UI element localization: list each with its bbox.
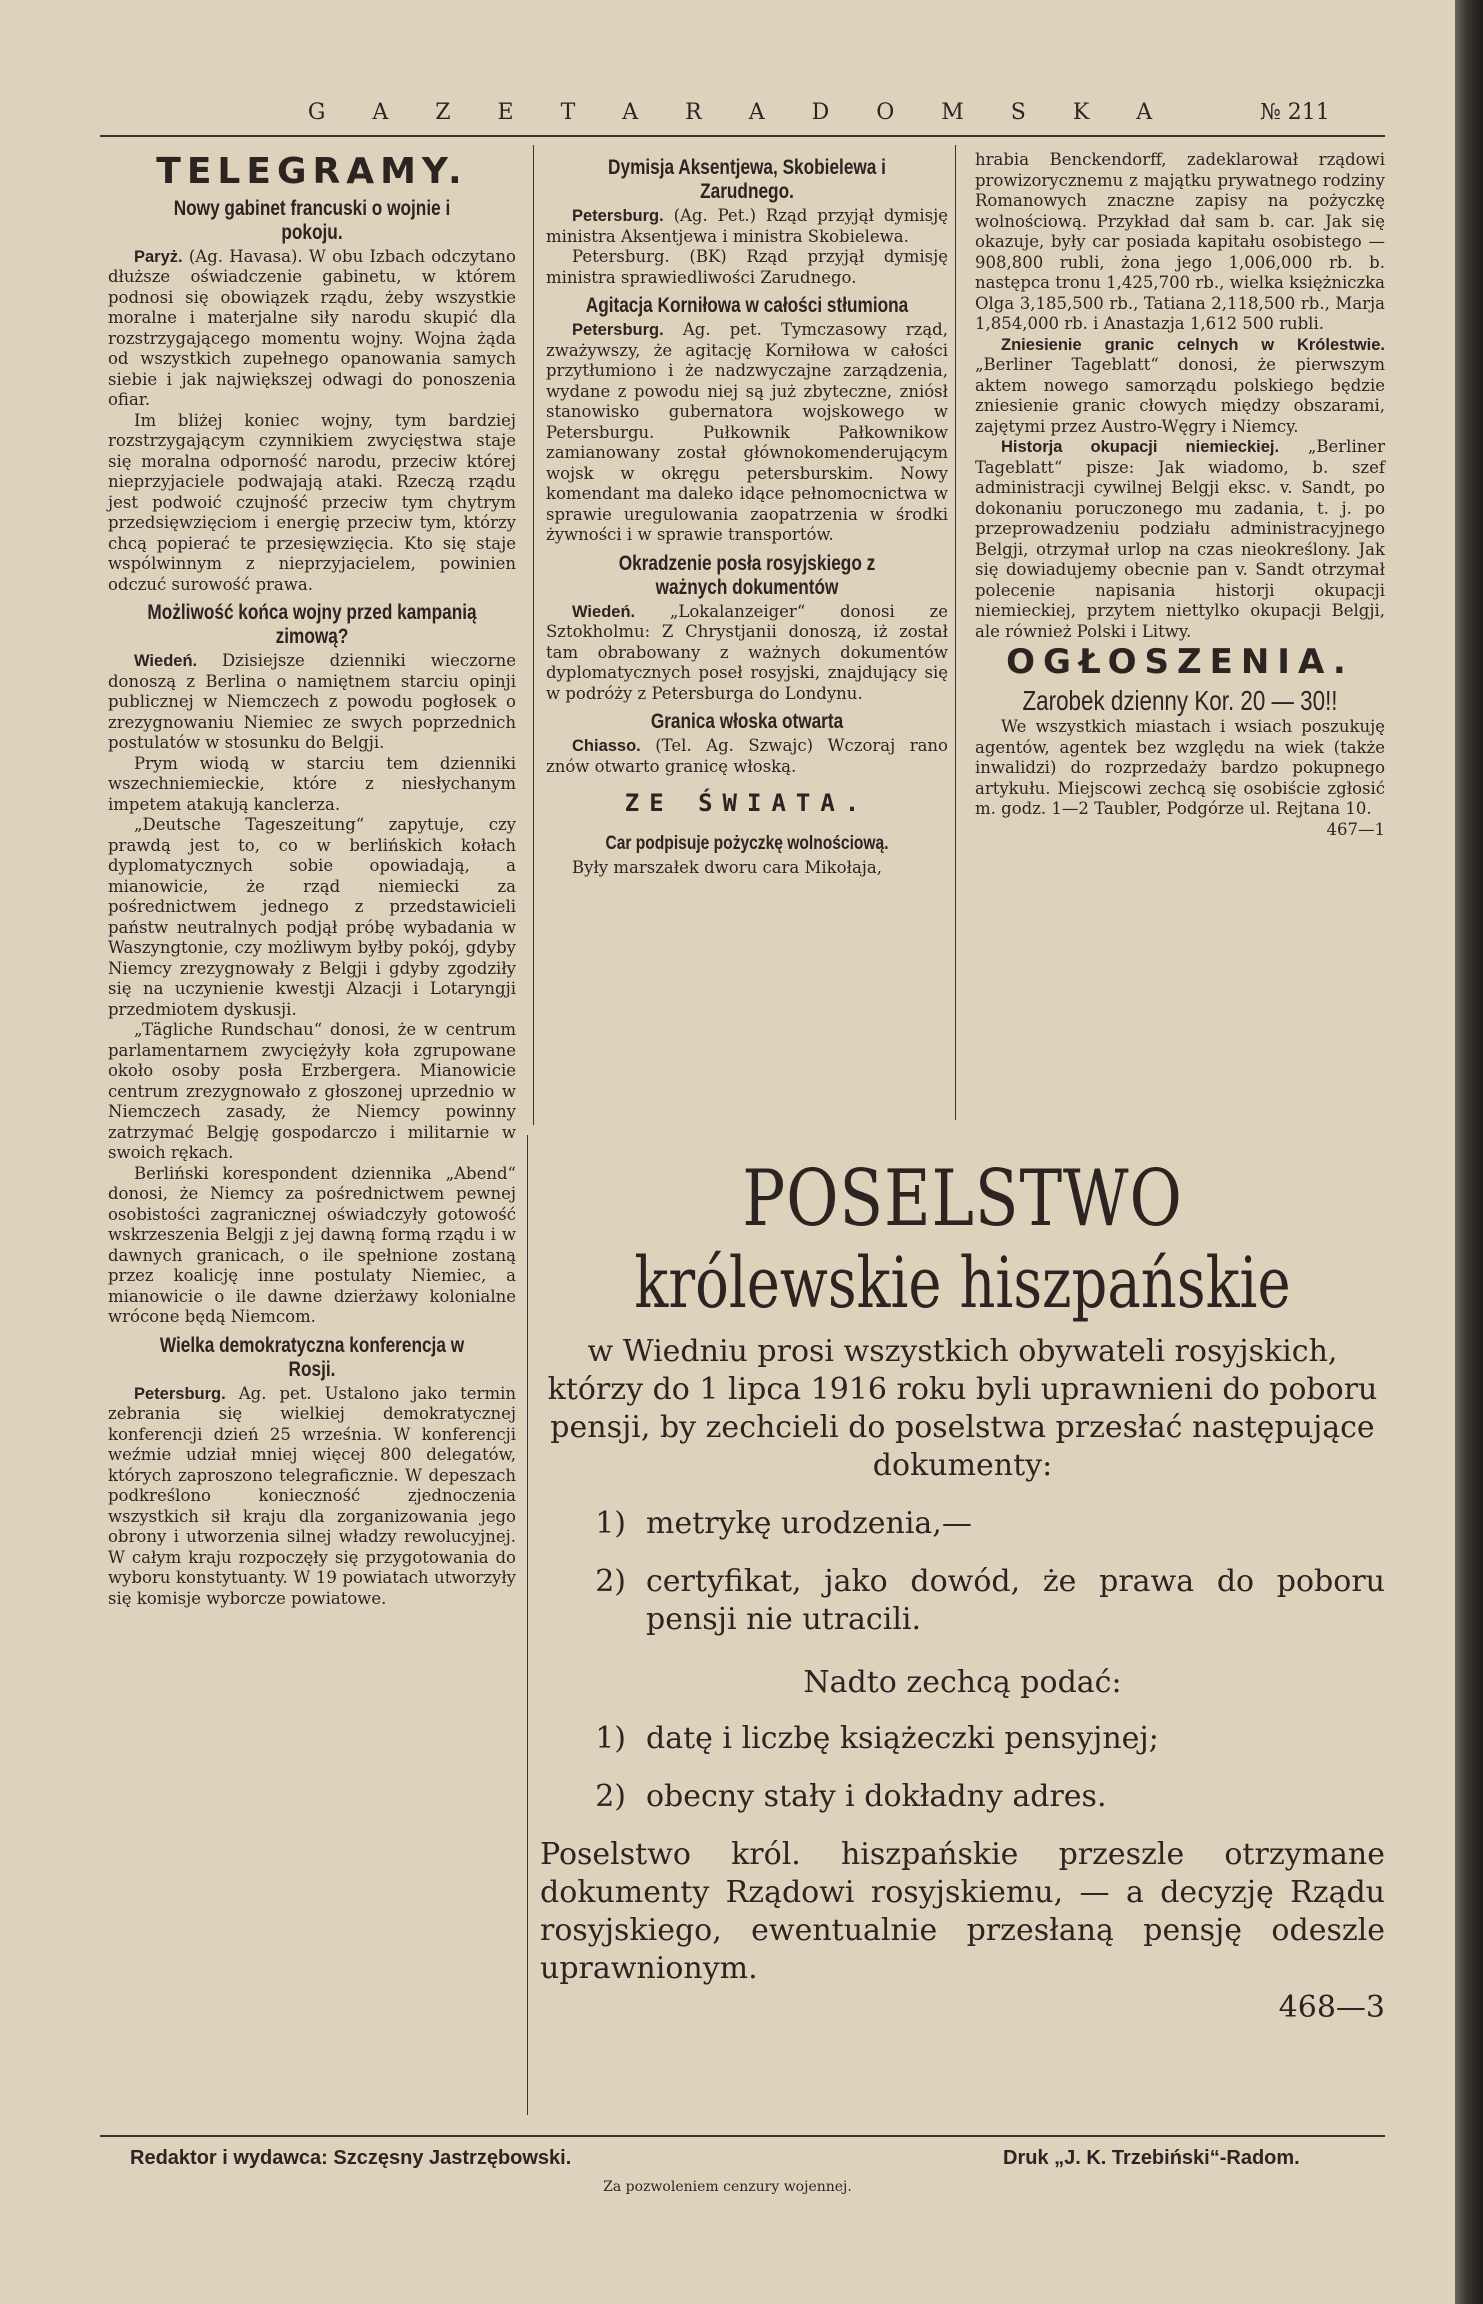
- paragraph: Petersburg. (BK) Rząd przyjął dymisję ministra sprawiedliwości Zarudnego.: [546, 247, 948, 287]
- headline: Możliwość końca wojny przed kampanią zimową?: [147, 601, 477, 648]
- column-divider-3: [527, 1135, 528, 2115]
- paragraph: Petersburg. Ag. pet. Ustalono jako termin zebrania się wielkiej demokratycznej konferencji dzień 25 września. W konferencji weźmie udział mniej więcej 800 delegatów, których zaproszono telegraficznie. W depeszach podkreślono konieczność zjednoczenia wszystkich sił kraju dla zorganizowania jego obrony i utworzenia silnej władzy rewolucyjnej. W całym kraju rozpoczęły się przygotowania do wyboru konstytuanty. W 19 powiatach utworzyły się komisje wyborcze powiatowe.: [108, 1383, 516, 1608]
- announcement-number: 468—3: [1278, 1990, 1385, 2025]
- paragraph: Petersburg. Ag. pet. Tymczasowy rząd, zważywszy, że agitację Korniłowa w całości przytłumiono i że nadzwyczajne zarządzenia, wydane z powodu niej są już zbyteczne, zniósł stanowisko gubernatora wojskowego w Petersburgu. Pułkownik Pałkownikow zamianowany został głównokomenderującym wojsk w okręgu petersburskim. Nowy komendant ma daleko idące pełnomocnictwa w sprawie uregulowania zaopatrzenia w środki żywności i w sprawie transportów.: [546, 320, 948, 544]
- paragraph: Im bliżej koniec wojny, tym bardziej rozstrzygającym czynnikiem zwycięstwa staje się moralna odporność narodu, przeciw której nieprzyjaciele podwajają ataki. Rzeczą rządu jest podwoić czujność przeciw tym chytrym przedsięwzięciom i energię przeciw tym, którzy chcą popierać te przesięwzięcia. Kto się staje wspólwinnym z nieprzyjacielem, powinien odczuć surowość prawa.: [108, 410, 516, 594]
- list-item: 1) metrykę urodzenia,—: [595, 1506, 972, 1541]
- ad-number: 467—1: [1326, 819, 1385, 839]
- masthead-title: G A Z E T A R A D O M S K A: [307, 100, 1173, 125]
- paragraph: Paryż. (Ag. Havasa). W obu Izbach odczytano dłuższe oświadczenie gabinetu, w którem podnosi się obowiązek rządu, żeby wszystkie moralne i materjalne siły narodu skupić dla rozstrzygającego momentu wojny. Wojna żąda od wszystkich zupełnego opanowania samych siebie i jak największej odwagi do ponoszenia ofiar.: [108, 246, 516, 409]
- headline: Car podpisuje pożyczkę wolnościową.: [605, 832, 889, 854]
- ad-headline: Zarobek dzienny Kor. 20 — 30!!: [1022, 684, 1338, 716]
- paragraph: Zniesienie granic celnych w Królestwie. „Berliner Tageblatt“ donosi, że pierwszym aktem nowego samorządu polskiego będzie zniesienie granic cłowych między obszarami, zajętymi przez Austro-Węgry i Niemcy.: [975, 335, 1385, 436]
- headline: Wielka demokratyczna konferencja w Rosji.: [159, 1333, 465, 1381]
- issue-number: № 211: [1260, 100, 1330, 125]
- censor-note: Za pozwoleniem cenzury wojennej.: [603, 2179, 852, 2195]
- paragraph: Wiedeń. „Lokalanzeiger“ donosi ze Sztokholmu: Z Chrystjanii donoszą, iż został tam obrabowany z ważnych dokumentów dyplomatycznych poseł rosyjski, znajdujący się w podróży z Petersburga do Londynu.: [546, 601, 948, 703]
- headline: Nowy gabinet francuski o wojnie i pokoju.: [173, 196, 451, 244]
- headline: Dymisja Aksentjewa, Skobielewa i Zarudnego.: [608, 156, 886, 203]
- paragraph: Były marszałek dworu cara Mikołaja,: [572, 857, 883, 877]
- column-2: [546, 150, 948, 878]
- paragraph: Chiasso. (Tel. Ag. Szwajc) Wczoraj rano znów otwarto granicę włoską.: [546, 736, 948, 776]
- paragraph: Wiedeń. Dzisiejsze dzienniki wieczorne donoszą z Berlina o namiętnem starciu opinji publicznej w Niemczech z powodu pogłosek o zrezygnowaniu Niemiec ze swych poprzednich postulatów w stosunku do Belgji.: [108, 651, 517, 752]
- announcement-subtitle: królewskie hiszpańskie: [634, 1242, 1291, 1324]
- column-1: [108, 151, 517, 1609]
- announcement-middle: Nadto zechcą podać:: [803, 1665, 1122, 1700]
- list-item: 2) certyfikat, jako dowód, że prawa do poboru pensji nie utracili.: [595, 1564, 1385, 1637]
- paragraph: Petersburg. (Ag. Pet.) Rząd przyjął dymisję ministra Aksentjewa i ministra Skobielewa.: [546, 206, 948, 246]
- announcement-closing: Poselstwo król. hiszpańskie przeszle otrzymane dokumenty Rządowi rosyjskiemu, — a decyzję Rządu rosyjskiego, ewentualnie przesłaną pensję odeszle uprawnionym.: [540, 1837, 1385, 1986]
- header-rule: [100, 135, 1385, 137]
- printer-credit: Druk „J. K. Trzebiński“-Radom.: [1003, 2147, 1300, 2169]
- section-telegramy: TELEGRAMY.: [156, 151, 468, 192]
- embassy-announcement: [540, 1155, 1385, 2025]
- list-item: 2) obecny stały i dokładny adres.: [595, 1779, 1107, 1814]
- column-divider-1: [533, 145, 534, 1125]
- editor-credit: Redaktor i wydawca: Szczęsny Jastrzębowski.: [130, 2147, 572, 2169]
- paragraph: hrabia Benckendorff, zadeklarował rządowi prowizorycznemu z majątku prywatnego rodziny Romanowych znaczne zapisy na pożyczkę wolnościową. Przykład dał sam b. car. Jak się okazuje, były car posiada kapitału osobistego — 908,800 rubli, żona jego 1,006,000 rb. b. następca tronu 1,425,700 rb., wielka księżniczka Olga 3,185,500 rb., Tatiana 2,118,500 rb., Marja 1,854,000 rb. i Anastazja 1,612 500 rubli.: [975, 150, 1385, 333]
- section-ogloszenia: OGŁOSZENIA.: [1006, 642, 1354, 682]
- book-binding: [1455, 0, 1483, 2304]
- footer-rule: [100, 2135, 1385, 2137]
- list-item: 1) datę i liczbę książeczki pensyjnej;: [595, 1721, 1159, 1756]
- announcement-title: POSELSTWO: [742, 1154, 1183, 1244]
- headline: Granica włoska otwarta: [650, 710, 844, 733]
- headline: Okradzenie posła rosyjskiego z ważnych dokumentów: [618, 551, 876, 599]
- announcement-intro: w Wiedniu prosi wszystkich obywateli rosyjskich, którzy do 1 lipca 1916 roku byli uprawnieni do poboru pensji, by zechcieli do poselstwa przesłać następujące dokumenty:: [547, 1334, 1378, 1483]
- column-divider-2: [955, 145, 956, 1120]
- paragraph: „Tägliche Rundschau“ donosi, że w centrum parlamentarnem zwyciężyły koła zgrupowane około osoby posła Erzbergera. Mianowicie centrum zrezygnowało z głoszonej uprzednio w Niemczech zasady, że Niemcy powinny zatrzymać Belgję gospodarczo i militarnie w swoich rękach.: [108, 1020, 516, 1162]
- paragraph: Berliński korespondent dziennika „Abend“ donosi, że Niemcy za pośrednictwem pewnej osobistości zagranicznej oświadczyły gotowość wskrzeszenia Belgji z jej dawną formą rządu i w dawnych granicach, o ile spełnione zostaną przez koalicję inne postulaty Niemiec, a mianowicie o ile dawne dzierżawy kolonialne wrócone będą Niemcom.: [108, 1163, 516, 1326]
- paragraph: Prym wiodą w starciu tem dzienniki wszechniemieckie, które z niesłychanym impetem atakują kanclerza.: [108, 753, 516, 814]
- column-3: [975, 150, 1385, 840]
- headline: Agitacja Korniłowa w całości stłumiona: [585, 294, 909, 317]
- section-ze-swiata: ZE ŚWIATA.: [624, 789, 870, 817]
- paragraph: Historja okupacji niemieckiej. „Berliner Tageblatt“ pisze: Jak wiadomo, b. szef administracji cywilnej Belgji eksc. v. Sandt, po dokonaniu poruczonego mu zadania, t. j. po przeprowadzeniu podziału administracyjnego Belgji, otrzymał urlop na czas nieokreślony. Jak się dowiadujemy obecnie pan v. Sandt otrzymał polecenie napisania historji okupacji niemieckiej, przytem niettylko okupacji Belgji, ale również Polski i Litwy.: [975, 437, 1386, 641]
- paragraph: „Deutsche Tageszeitung“ zapytuje, czy prawdą jest to, co w berlińskich kołach dyplomatycznych sobie opowiadają, a mianowicie, że rząd niemiecki za pośrednictwem jednego z przedstawicieli państw neutralnych podjął próbę wybadania w Waszyngtonie, czy możliwym byłby pokój, gdyby Niemcy zrezygnowały z Belgji i gdyby zgodziły się na uczynienie kwestji Alzacji i Lotaryngji przedmiotem dyskusji.: [108, 815, 516, 1019]
- ad-text: We wszystkich miastach i wsiach poszukuję agentów, agentek bez względu na wiek (także inwalidzi) do rozprzedaży bardzo pokupnego artykułu. Miejscowi zechcą się osobiście zgłosić m. godz. 1—2 Taubler, Podgórze ul. Rejtana 10.: [975, 717, 1385, 818]
